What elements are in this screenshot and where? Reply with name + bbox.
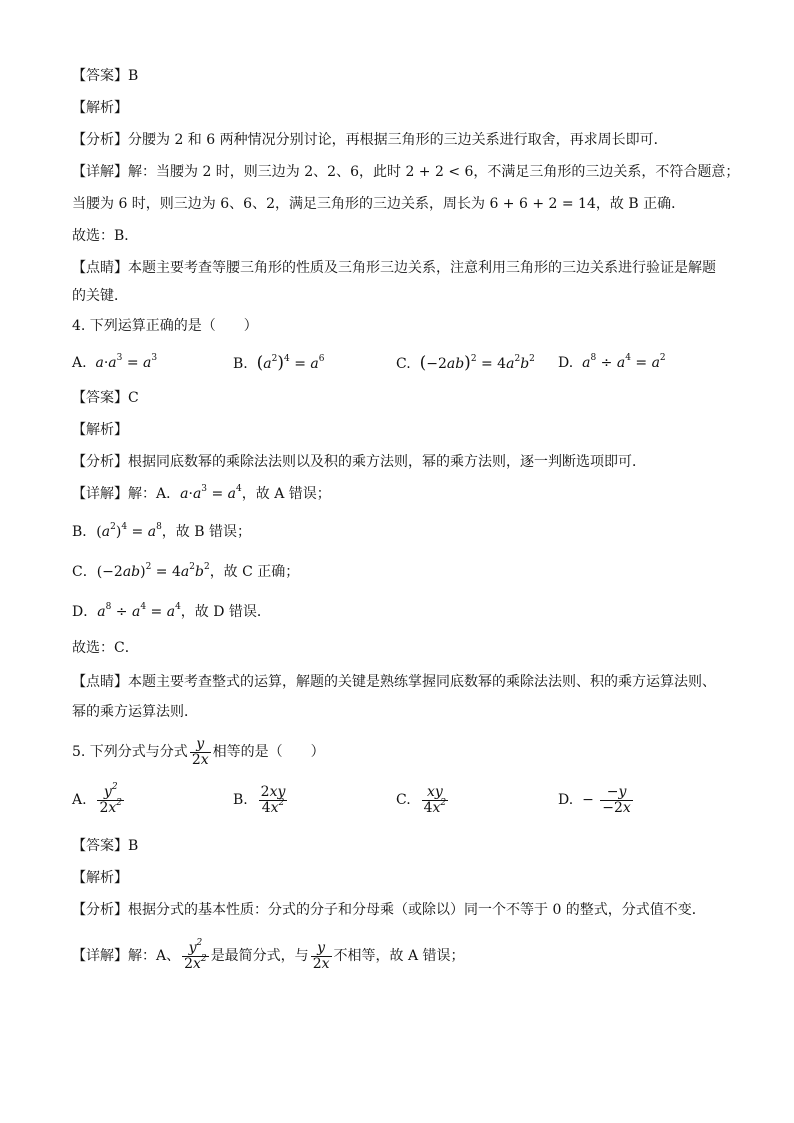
q3-analysis-heading: 【解析】	[72, 100, 128, 116]
q5-option-d: D. − $\frac{-y}{-2x}$	[558, 783, 631, 816]
q3-dianjing-1: 【点睛】本题主要考查等腰三角形的性质及三角形三边关系，注意利用三角形的三边关系进行验证是解题	[72, 260, 716, 276]
q5-answer: 【答案】B	[72, 838, 139, 854]
q5-fraction-y-over-2x: $\frac{y}{2x}$	[191, 735, 209, 768]
q4-option-c: C. $(-2ab)^2 = 4a^2b^2$	[396, 353, 535, 373]
q3-answer: 【答案】B	[72, 68, 139, 84]
q4-analysis-heading: 【解析】	[72, 422, 128, 438]
q3-perimeter: 6 + 6 + 2 = 14	[489, 196, 596, 212]
q4-answer: 【答案】C	[72, 390, 139, 406]
q4-option-a: A. $a\cdot a^3 = a^3$	[72, 353, 158, 371]
q4-detail-d: D．$a^8 \div a^4 = a^4$，故 D 错误．	[72, 602, 271, 620]
q4-dianjing-1: 【点睛】本题主要考查整式的运算，解题的关键是熟练掌握同底数幂的乘除法法则、积的乘方运算法则、	[72, 674, 716, 690]
q4-detail-a: 【详解】解：A．$a\cdot a^3 = a^4$，故 A 错误；	[72, 484, 331, 502]
q5-option-b: B. $\frac{2xy}{4x^2}$	[233, 783, 286, 816]
q4-dianjing-2: 幂的乘方运算法则．	[72, 704, 198, 720]
q3-detail-line-1: 【详解】解：当腰为 2 时，则三边为 2、2、6，此时 2 + 2 < 6，不满足三角形的三边关系，不符合题意；	[72, 164, 740, 180]
q4-detail-c: C．$(-2ab)^2 = 4a^2b^2$，故 C 正确；	[72, 562, 300, 580]
q5-question: 5. 下列分式与分式 $\frac{y}{2x}$ 相等的是（ ）	[72, 735, 325, 768]
q5-fenxi: 【分析】根据分式的基本性质：分式的分子和分母乘（或除以）同一个不等于 0 的整式，分式值不变．	[72, 902, 706, 918]
q4-fenxi: 【分析】根据同底数幂的乘除法法则以及积的乘方法则，幂的乘方法则，逐一判断选项即可．	[72, 454, 646, 470]
q3-inequality: 2 + 2 < 6	[405, 164, 474, 180]
q3-detail-line-2: 当腰为 6 时，则三边为 6、6、2，满足三角形的三边关系，周长为 6 + 6 + 2 = 14，故 B 正确．	[72, 196, 686, 212]
q3-dianjing-2: 的关键．	[72, 288, 128, 304]
q3-choice: 故选：B．	[72, 228, 139, 244]
q5-detail-a: 【详解】解：A、 $\frac{y^2}{2x^2}$ 是最简分式，与 $\frac{y}{2x}$ 不相等，故 A 错误；	[72, 937, 465, 972]
q4-choice: 故选：C．	[72, 640, 139, 656]
q4-detail-b: B．$(a^2)^4 = a^8$，故 B 错误；	[72, 522, 251, 540]
q5-analysis-heading: 【解析】	[72, 870, 128, 886]
q3-fenxi: 【分析】分腰为 2 和 6 两种情况分别讨论，再根据三角形的三边关系进行取舍，再求周长即可．	[72, 132, 668, 148]
q4-option-b: B. $(a^2)^4 = a^6$	[233, 353, 325, 373]
q4-question: 4. 下列运算正确的是（ ）	[72, 318, 258, 334]
q4-option-d: D. $a^8 \div a^4 = a^2$	[558, 353, 666, 371]
q5-option-a: A. $\frac{y^2}{2x^2}$	[72, 781, 123, 816]
q5-option-c: C. $\frac{xy}{4x^2}$	[396, 783, 447, 816]
